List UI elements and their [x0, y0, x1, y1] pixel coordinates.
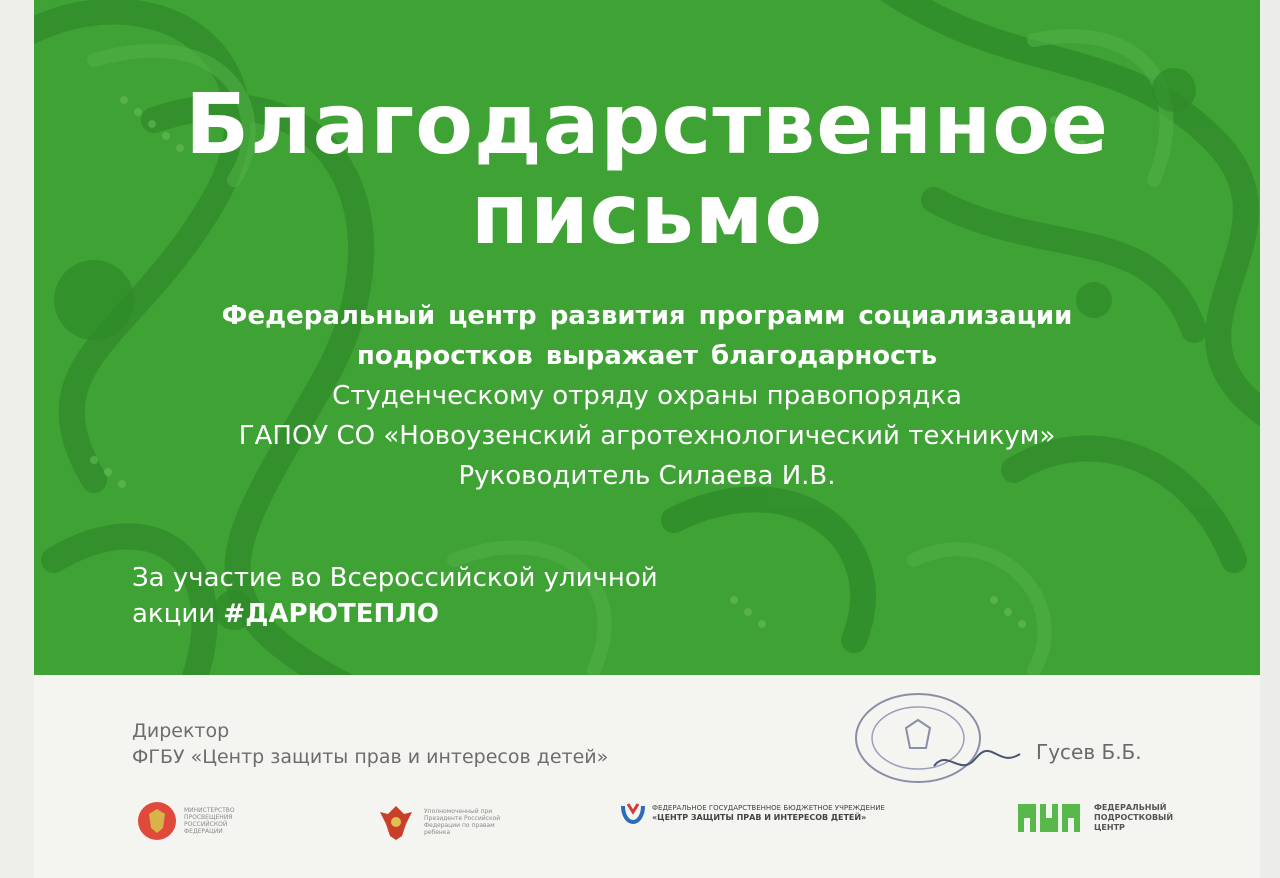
signer-name: Гусев Б.Б. [1036, 740, 1142, 764]
title-line-1: Благодарственное [185, 75, 1109, 173]
participation-line-1: За участие во Всероссийской уличной [132, 563, 658, 593]
director-org: ФГБУ «Центр защиты прав и интересов детей» [132, 746, 609, 768]
participation-prefix: акции [132, 599, 224, 629]
official-stamp [848, 688, 1028, 788]
ministry-text-2: ПРОСВЕЩЕНИЯ [184, 814, 233, 821]
fpc-text-1: ФЕДЕРАЛЬНЫЙ [1094, 803, 1167, 812]
green-banner [34, 0, 1260, 675]
fpc-text-2: ПОДРОСТКОВЫЙ [1094, 813, 1174, 822]
right-margin [1260, 0, 1280, 878]
center-text-small: ФЕДЕРАЛЬНОЕ ГОСУДАРСТВЕННОЕ БЮДЖЕТНОЕ УЧРЕЖДЕНИЕ [652, 804, 885, 812]
eagle-icon [374, 800, 418, 844]
ombudsman-text-4: ребенка [424, 829, 451, 836]
participation-line-2 [132, 596, 658, 632]
gratitude-line-2: подростков выражает благодарность [356, 341, 938, 371]
ministry-text-4: ФЕДЕРАЦИИ [184, 828, 223, 835]
recipient-head: Руководитель Силаева И.В. [458, 461, 836, 491]
director-title: Директор [132, 720, 230, 742]
center-text-big: «ЦЕНТР ЗАЩИТЫ ПРАВ И ИНТЕРЕСОВ ДЕТЕЙ» [652, 813, 867, 822]
director-block [132, 718, 608, 770]
recipient-line-1: Студенческому отряду охраны правопорядка [332, 381, 962, 411]
gratitude-line-1: Федеральный центр развития программ социализации [221, 301, 1073, 331]
ombudsman-text-2: Президенте Российской [424, 815, 501, 822]
ombudsman-text-1: Уполномоченный при [424, 808, 493, 815]
recipient-line-2: ГАПОУ СО «Новоузенский агротехнологический техникум» [238, 421, 1056, 451]
ombudsman-logo [374, 800, 500, 844]
gratitude-text [34, 296, 1260, 496]
ombudsman-text-3: Федерации по правам [424, 822, 495, 829]
coat-of-arms-icon [136, 800, 178, 842]
hashtag: #ДАРЮТЕПЛО [223, 599, 439, 629]
child-rights-center-logo [620, 800, 885, 826]
ministry-logo [136, 800, 235, 842]
footer-area [34, 675, 1260, 878]
center-emblem-icon [620, 800, 646, 826]
ministry-text-1: МИНИСТЕРСТВО [184, 807, 235, 814]
fpc-mark-icon [1018, 800, 1088, 836]
title-line-2: письмо [470, 165, 824, 263]
teen-center-logo [1018, 800, 1173, 836]
participation-text [132, 560, 658, 632]
fpc-text-3: ЦЕНТР [1094, 823, 1125, 832]
left-margin [0, 0, 34, 878]
ministry-text-3: РОССИЙСКОЙ [184, 821, 228, 828]
